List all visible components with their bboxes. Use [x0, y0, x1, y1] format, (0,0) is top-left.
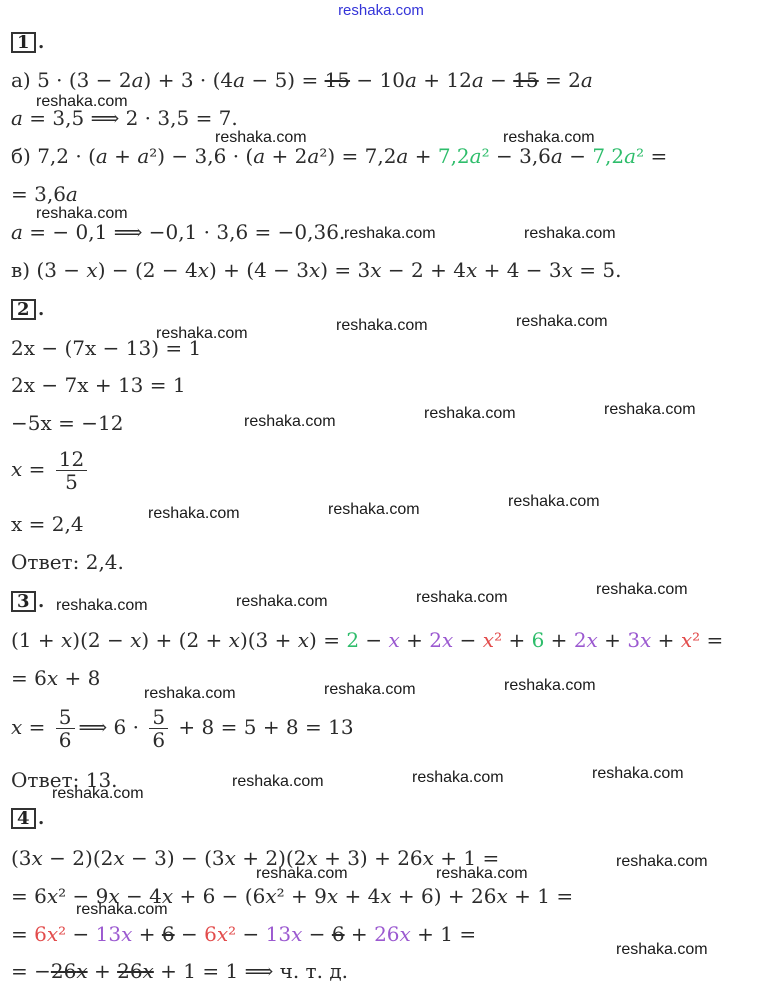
fraction: $\frac{12}{5}$ [56, 448, 87, 493]
task2-line-1: 2x − (7x − 13) = 1 [11, 336, 202, 360]
watermark: reshaka.com [336, 317, 428, 334]
watermark: reshaka.com [604, 401, 696, 418]
watermark: reshaka.com [36, 93, 128, 110]
watermark: reshaka.com [215, 129, 307, 146]
task-number-4: 4 [11, 808, 36, 829]
watermark: reshaka.com [416, 589, 508, 606]
task1-line-b-result: = 3,6a [11, 182, 78, 206]
task3-line-2: = 6x + 8 [11, 666, 101, 690]
watermark: reshaka.com [56, 597, 148, 614]
task-number-dot: . [38, 299, 45, 320]
watermark: reshaka.com [508, 493, 600, 510]
watermark: reshaka.com [424, 405, 516, 422]
task2-line-fraction: x = $\frac{12}{5}$ [11, 448, 91, 493]
task2-line-5: x = 2,4 [11, 512, 84, 536]
watermark: reshaka.com [76, 901, 168, 918]
watermark: reshaka.com [596, 581, 688, 598]
watermark: reshaka.com [36, 205, 128, 222]
watermark: reshaka.com [412, 769, 504, 786]
watermark: reshaka.com [616, 941, 708, 958]
task3-line-substitution: x = $\frac{5}{6}$ ⟹ 6 · $\frac{5}{6}$ + 8 = 5 + 8 = 13 [11, 705, 354, 752]
fraction: $\frac{5}{6}$ [149, 706, 168, 751]
task4-line-3: = 6x² − 13x + 6 − 6x² − 13x − 6 + 26x + 1 = [11, 922, 477, 946]
watermark: reshaka.com [524, 225, 616, 242]
task4-line-4: = −26x + 26x + 1 = 1 ⟹ ч. т. д. [11, 959, 348, 983]
task1-line-a: а) 5 · (3 − 2a) + 3 · (4a − 5) = 15 − 10a + 12a − 15 = 2a [11, 68, 593, 92]
watermark: reshaka.com [344, 225, 436, 242]
watermark: reshaka.com [324, 681, 416, 698]
task3-answer: Ответ: 13. [11, 768, 118, 792]
task2-line-2: 2x − 7x + 13 = 1 [11, 373, 186, 397]
task-number-1: 1 [11, 32, 36, 53]
watermark: reshaka.com [592, 765, 684, 782]
watermark: reshaka.com [328, 501, 420, 518]
watermark: reshaka.com [503, 129, 595, 146]
watermark: reshaka.com [256, 865, 348, 882]
watermark: reshaka.com [232, 773, 324, 790]
watermark: reshaka.com [436, 865, 528, 882]
task-number-2: 2 [11, 299, 36, 320]
watermark: reshaka.com [52, 785, 144, 802]
task4-line-2: = 6x² − 9x − 4x + 6 − (6x² + 9x + 4x + 6) + 26x + 1 = [11, 884, 574, 908]
task3-line-1: (1 + x)(2 − x) + (2 + x)(3 + x) = 2 − x + 2x − x² + 6 + 2x + 3x + x² = [11, 628, 724, 652]
task1-line-c: в) (3 − x) − (2 − 4x) + (4 − 3x) = 3x − 2 + 4x + 4 − 3x = 5. [11, 258, 622, 282]
site-header[interactable]: reshaka.com [338, 2, 424, 19]
watermark: reshaka.com [148, 505, 240, 522]
task-number-dot: . [38, 808, 45, 829]
task1-line-a-answer: a = 3,5 ⟹ 2 · 3,5 = 7. [11, 106, 238, 130]
task-number-dot: . [38, 591, 45, 612]
task1-line-b-answer: a = − 0,1 ⟹ −0,1 · 3,6 = −0,36. [11, 220, 346, 244]
watermark: reshaka.com [616, 853, 708, 870]
task1-line-b: б) 7,2 · (a + a²) − 3,6 · (a + 2a²) = 7,2a + 7,2a² − 3,6a − 7,2a² = [11, 144, 668, 168]
watermark: reshaka.com [516, 313, 608, 330]
task2-answer: Ответ: 2,4. [11, 550, 124, 574]
watermark: reshaka.com [504, 677, 596, 694]
task2-line-3: −5x = −12 [11, 411, 124, 435]
task-number-dot: . [38, 32, 45, 53]
watermark: reshaka.com [156, 325, 248, 342]
watermark: reshaka.com [236, 593, 328, 610]
task4-line-1: (3x − 2)(2x − 3) − (3x + 2)(2x + 3) + 26x + 1 = [11, 846, 500, 870]
fraction: $\frac{5}{6}$ [56, 706, 75, 751]
watermark: reshaka.com [244, 413, 336, 430]
task-number-3: 3 [11, 591, 36, 612]
watermark: reshaka.com [144, 685, 236, 702]
